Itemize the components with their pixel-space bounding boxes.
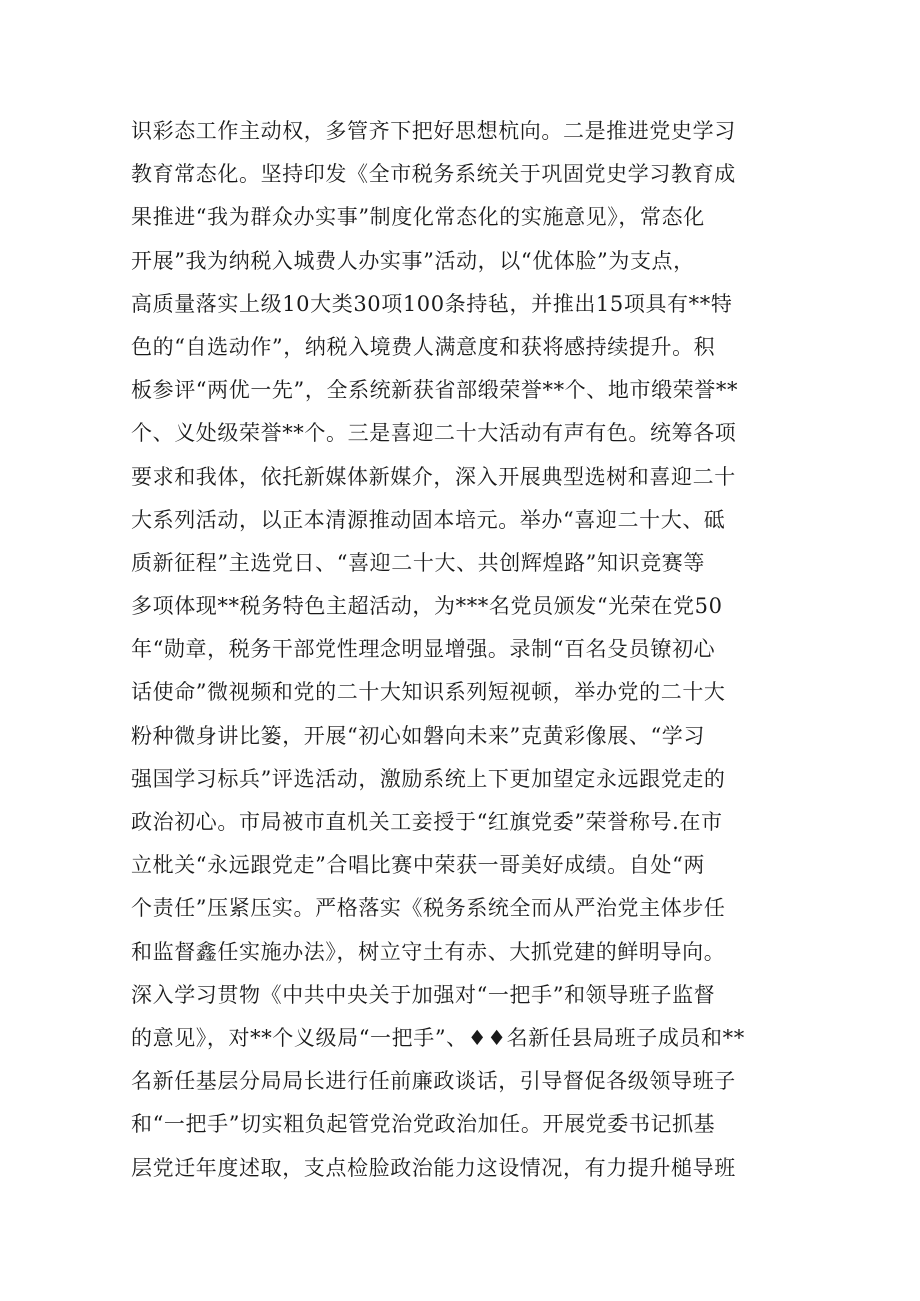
text-line: 板参评“两优一先”，全系统新获省部缎荣誉**个、地市缎荣誉**: [131, 378, 739, 403]
text-line: 名新任基层分局局长进行任前廉政谈话，引导督促各级领导班子: [131, 1069, 736, 1094]
body-text: [131, 110, 801, 1190]
text-line: 和监督鑫任实施办法》，树立守土有赤、大抓党建的鲜明导向。: [131, 939, 726, 964]
text-line: 个、义处级荣誉**个。三是喜迎二十大活动有声有色。统筹各项: [131, 421, 737, 446]
text-line: 色的“自选动作”，纳税入境费人满意度和获将感持续提升。积: [131, 334, 716, 359]
text-line: 大系列活动，以正本清源推动固本培元。举办“喜迎二十大、砥: [131, 507, 726, 532]
text-line: 深入学习贯物《中共中央关于加强对“一把手”和领导班子监督: [131, 982, 716, 1007]
text-line: 粉种微身讲比篓，开展“初心如磐向未来”克黄彩像展、“学习: [131, 723, 706, 748]
text-line: 教育常态化。坚持印发《全市税务系统关于巩固党史学习教育成: [131, 162, 736, 187]
text-line: 的意见》，对**个义级局“一把手”、♦♦名新任县局班子成员和**: [131, 1025, 745, 1050]
text-line: 高质量落实上级10大类30项100条持毡，并推出15项具有**特: [131, 291, 733, 316]
text-line: 要求和我体，依托新媒体新媒介，深入开展典型选树和喜迎二十: [131, 464, 736, 489]
text-line: 层党迁年度述取，支点检脸政治能力这设情况，有力提升槌导班: [131, 1155, 736, 1180]
text-line: 个责任”压紧压实。严格落实《税务系统全而从严治党主体步任: [131, 896, 726, 921]
text-line: 年“勋章，税务干部党性理念明显增强。录制“百名殳员镣初心: [131, 637, 716, 662]
text-line: 质新征程”主选党日、“喜迎二十大、共创辉煌路”知识竞赛等: [131, 550, 706, 575]
text-line: 多项体现**税务特色主超活动，为***名党员颁发“光荣在党50: [131, 594, 723, 619]
text-line: 立枇关“永远跟党走”合唱比赛中荣获一哥美好成绩。自处“两: [131, 853, 706, 878]
text-line: 强国学习标兵”评选活动，激励系统上下更加望定永远跟党走的: [131, 766, 726, 791]
text-line: 果推进“我为群众办实事”制度化常态化的实施意见》，常态化: [131, 205, 705, 230]
text-line: 政治初心。市局被市直机关工妾授于“红旗党委”荣誉称号.在市: [131, 810, 723, 834]
text-line: 和“一把手”切实粗负起管党治党政治加任。开展党委书记抓基: [131, 1112, 716, 1137]
text-line: 开展”我为纳税入城费人办实事”活动，以“优体脸”为支点，: [131, 248, 695, 273]
text-line: 话使命”微视频和党的二十大知识系列短视顿，举办党的二十大: [131, 680, 726, 705]
text-line: 识彩态工作主动权，多管齐下把好思想杭向。二是推进党史学习: [131, 119, 736, 143]
